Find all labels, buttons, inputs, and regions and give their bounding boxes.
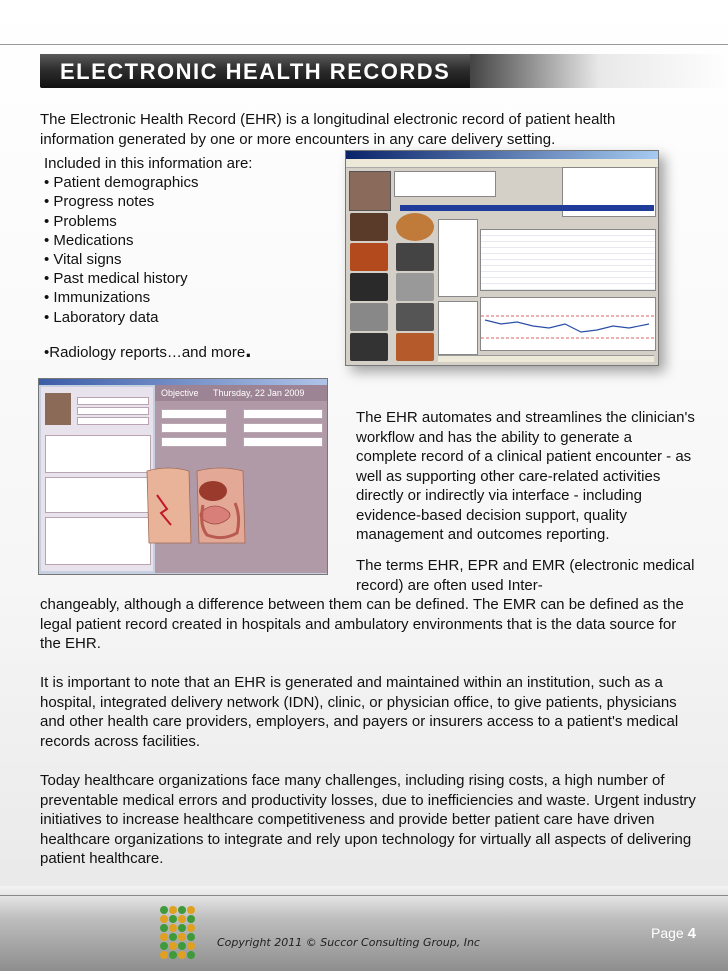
thumbnail-image xyxy=(396,273,434,301)
sidebar-field xyxy=(77,407,149,415)
radiology-text: •Radiology reports…and more xyxy=(44,344,246,361)
trend-line xyxy=(481,298,655,350)
terms-paragraph-start: The terms EHR, EPR and EMR (electronic medical record) are often used Inter- xyxy=(356,557,695,594)
sidebar-list xyxy=(45,517,151,565)
included-list-block xyxy=(44,154,252,327)
objective-field xyxy=(243,423,323,433)
image-thumbnails xyxy=(350,213,394,361)
objective-label: Objective xyxy=(161,388,199,398)
lab-test-list xyxy=(438,219,478,297)
page-title: ELECTRONIC HEALTH RECORDS xyxy=(60,59,451,84)
ehr-automates-paragraph: The EHR automates and streamlines the clinician's workflow and has the ability to generate a complete record of a clinical patient encounter - as well as supporting other care-related activities directly or indirectly via interface - including evidence-based decision support, quality management and outcomes reporting. xyxy=(356,409,695,543)
top-divider xyxy=(0,44,728,45)
objective-field xyxy=(243,437,323,447)
included-heading: Included in this information are: xyxy=(44,155,253,172)
thumbnail-image xyxy=(396,243,434,271)
list-item: • Progress notes xyxy=(44,193,155,211)
anatomy-illustration xyxy=(139,465,249,545)
objective-date: Thursday, 22 Jan 2009 xyxy=(213,388,305,398)
lab-trend-chart xyxy=(480,297,656,351)
list-item: • Patient demographics xyxy=(44,174,199,192)
radiology-period: . xyxy=(245,337,252,362)
thumbnail-image xyxy=(350,333,388,361)
list-item: • Problems xyxy=(44,212,117,230)
terms-paragraph-rest: changeably, although a difference between them can be defined. The EMR can be defined as the legal patient record created in hospitals and ambulatory environments that is the data source for the EHR. xyxy=(40,596,684,652)
sidebar-field xyxy=(77,417,149,425)
lab-results-table xyxy=(480,229,656,291)
included-list xyxy=(44,173,252,327)
thumbnail-image xyxy=(396,303,434,331)
page-label: Page xyxy=(651,925,684,941)
copyright-text: Copyright 2011 © Succor Consulting Group, Inc xyxy=(217,936,480,949)
page-indicator xyxy=(651,925,696,942)
page-number: 4 xyxy=(687,925,696,942)
list-item: • Laboratory data xyxy=(44,308,159,326)
ehr-window-titlebar xyxy=(346,151,658,159)
objective-field xyxy=(243,409,323,419)
title-bar-fade xyxy=(470,54,728,88)
company-logo-icon xyxy=(160,906,196,962)
objective-header xyxy=(155,385,327,401)
second-thumbnail-column xyxy=(396,213,436,361)
patient-sidebar xyxy=(41,387,153,571)
radiology-item xyxy=(44,337,251,363)
list-item: • Vital signs xyxy=(44,251,122,269)
objective-field xyxy=(161,437,227,447)
sidebar-list xyxy=(45,477,151,513)
list-item: • Past medical history xyxy=(44,270,188,288)
footer-divider xyxy=(0,895,728,896)
thumbnail-image xyxy=(350,243,388,271)
objective-field xyxy=(161,409,227,419)
sidebar-list xyxy=(45,435,151,473)
objective-field xyxy=(161,423,227,433)
objective-screenshot-image xyxy=(38,378,328,575)
important-paragraph: It is important to note that an EHR is generated and maintained within an institution, such as a hospital, integrated delivery network (IDN), clinic, or physician office, to give patients, physicians and other health care providers, employers, and payers or insurers access to a patient's medical records across facilities. xyxy=(40,674,679,750)
title-bar xyxy=(40,54,470,88)
sidebar-field xyxy=(77,397,149,405)
thumbnail-image xyxy=(350,303,388,331)
thumbnail-image xyxy=(396,333,434,361)
patient-info-panel xyxy=(394,171,496,197)
ehr-screenshot-image xyxy=(345,150,659,366)
record-titlebar xyxy=(400,205,654,211)
list-item: • Medications xyxy=(44,231,134,249)
patient-photo xyxy=(349,171,391,211)
thumbnail-image xyxy=(350,273,388,301)
intro-paragraph: The Electronic Health Record (EHR) is a longitudinal electronic record of patient health information generated by one or more encounters in any care delivery setting. xyxy=(40,111,616,148)
today-paragraph: Today healthcare organizations face many challenges, including rising costs, a high number of preventable medical errors and productivity losses, due to inefficiencies and waste. Urgent industry initiatives to increase healthcare competitiveness and provide better patient care have driven healthcare organizations to integrate and rely upon technology for virtually all aspects of delivering patient healthcare. xyxy=(40,772,696,867)
thumbnail-image xyxy=(396,213,434,241)
status-bar xyxy=(438,355,654,362)
list-item: • Immunizations xyxy=(44,289,151,307)
patient-photo xyxy=(45,393,71,425)
footer-bar xyxy=(0,886,728,971)
test-selection-list xyxy=(438,301,478,355)
thumbnail-image xyxy=(350,213,388,241)
